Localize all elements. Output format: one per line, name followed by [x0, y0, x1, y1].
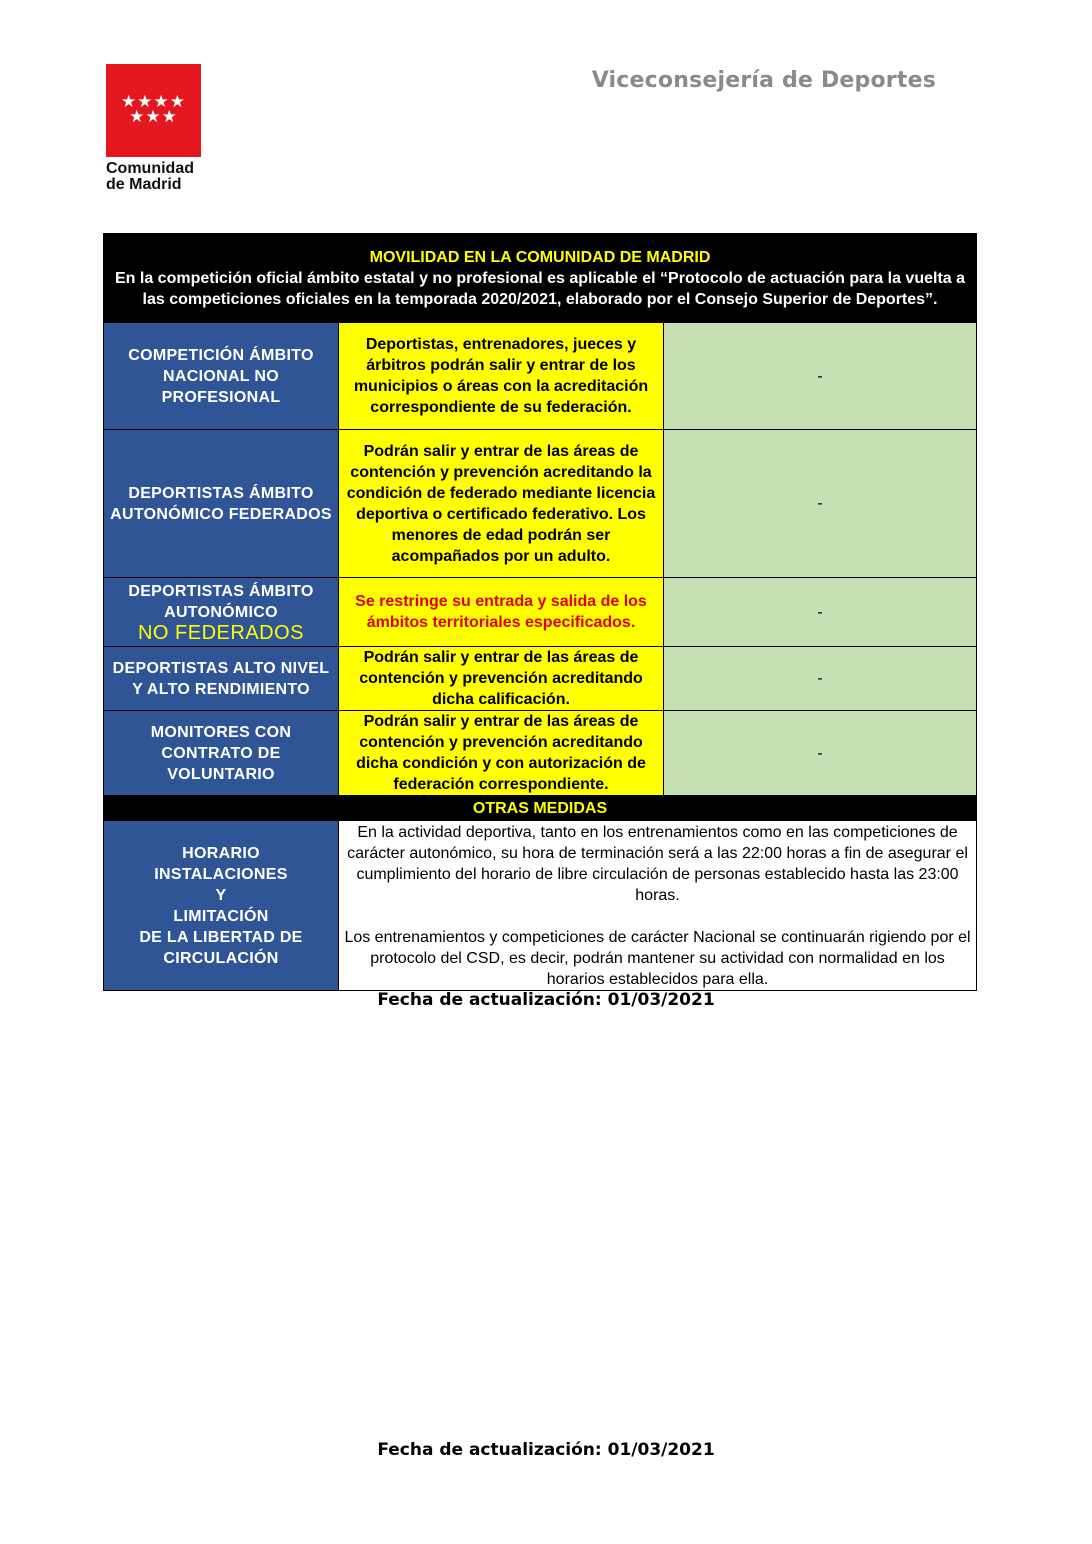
org-name: Viceconsejería de Deportes [591, 68, 936, 93]
update-date-top: Fecha de actualización: 01/03/2021 [377, 990, 715, 1010]
row-category [104, 578, 339, 647]
row-category: DEPORTISTAS ALTO NIVEL Y ALTO RENDIMIENTO [104, 647, 339, 711]
table-row [104, 647, 977, 711]
update-date-footer: Fecha de actualización: 01/03/2021 [377, 1440, 715, 1460]
other-category [104, 821, 339, 991]
other-category-line: DE LA LIBERTAD DE [139, 928, 303, 946]
row-category: COMPETICIÓN ÁMBITO NACIONAL NO PROFESIONAL [104, 323, 339, 430]
other-category-line: LIMITACIÓN [173, 907, 269, 925]
table-row [104, 578, 977, 647]
other-category-line: Y [215, 886, 227, 904]
row-extra: - [664, 711, 977, 796]
row-category-text: DEPORTISTAS ÁMBITO AUTONÓMICO [128, 582, 314, 621]
row-extra: - [664, 647, 977, 711]
logo-line-1: Comunidad [106, 160, 194, 177]
row-category: DEPORTISTAS ÁMBITO AUTONÓMICO FEDERADOS [104, 430, 339, 578]
other-category-line: INSTALACIONES [154, 865, 288, 883]
table-row [104, 323, 977, 430]
row-measure: Podrán salir y entrar de las áreas de contención y prevención acreditando dicha condición y con autorización de federación correspondiente. [339, 711, 664, 796]
other-paragraph-2: Los entrenamientos y competiciones de carácter Nacional se continuarán rigiendo por el protocolo del CSD, es decir, podrán mantener su actividad con normalidad en los horarios establecidos para ella. [344, 928, 971, 988]
other-category-line: CIRCULACIÓN [163, 949, 279, 967]
logo-stars-icon: ★★★★ ★★★ [121, 92, 186, 126]
row-category: MONITORES CON CONTRATO DE VOLUNTARIO [104, 711, 339, 796]
row-extra: - [664, 323, 977, 430]
other-paragraph-1: En la actividad deportiva, tanto en los entrenamientos como en las competiciones de carácter autonómico, su hora de terminación será a las 22:00 horas a fin de asegurar el cumplimiento del horario de libre circulación de personas establecido hasta las 23:00 horas. [347, 823, 968, 904]
row-extra: - [664, 578, 977, 647]
row-measure: Podrán salir y entrar de las áreas de contención y prevención acreditando la condición de federado mediante licencia deportiva o certificado federativo. Los menores de edad podrán ser acompañados por un adulto. [339, 430, 664, 578]
comunidad-madrid-logo [106, 64, 201, 157]
logo-text [106, 161, 194, 193]
row-measure-restricted: Se restringe su entrada y salida de los ámbitos territoriales especificados. [339, 578, 664, 647]
other-measures-title: OTRAS MEDIDAS [104, 796, 977, 821]
row-measure: Deportistas, entrenadores, jueces y árbitros podrán salir y entrar de los municipios o áreas con la acreditación correspondiente de su federación. [339, 323, 664, 430]
table-row [104, 430, 977, 578]
table-row [104, 821, 977, 991]
other-measures-text [339, 821, 977, 991]
logo-line-2: de Madrid [106, 176, 182, 193]
table-row [104, 711, 977, 796]
table-header [104, 234, 977, 323]
table-intro: En la competición oficial ámbito estatal y no profesional es aplicable el “Protocolo de actuación para la vuelta a las competiciones oficiales en la temporada 2020/2021, elaborado por el Consejo Superior de Deportes”. [115, 269, 966, 308]
row-measure: Podrán salir y entrar de las áreas de contención y prevención acreditando dicha calificación. [339, 647, 664, 711]
mobility-table [103, 233, 977, 991]
table-title: MOVILIDAD EN LA COMUNIDAD DE MADRID [369, 248, 711, 266]
row-category-highlight: NO FEDERADOS [137, 621, 305, 644]
other-category-line: HORARIO [182, 844, 260, 862]
row-extra: - [664, 430, 977, 578]
